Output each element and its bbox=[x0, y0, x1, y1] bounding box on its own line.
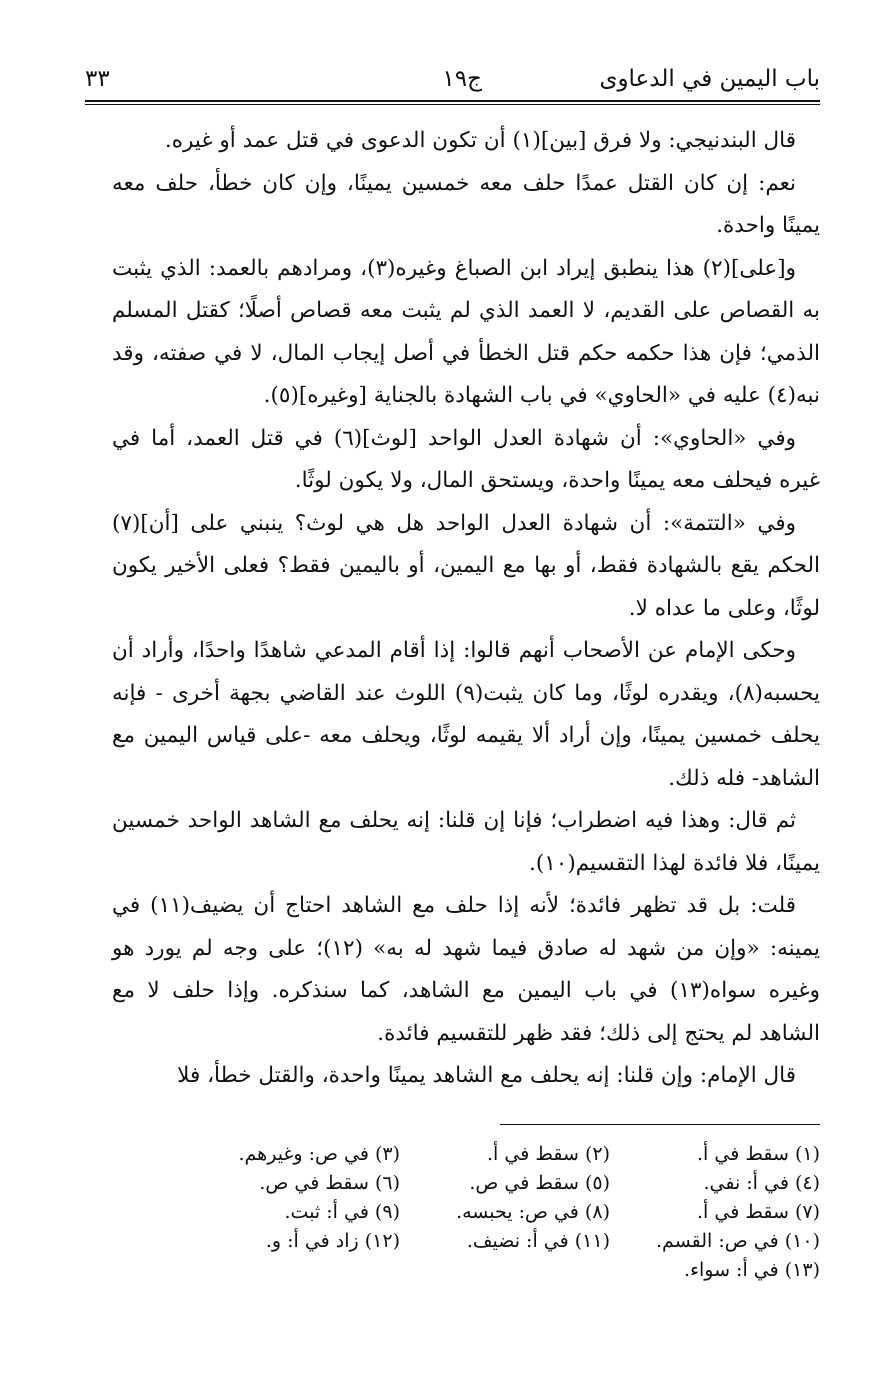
footnote: (١١) في أ: نضيف. bbox=[466, 1230, 610, 1252]
footnote-row bbox=[190, 1256, 820, 1285]
header-rule-thick bbox=[85, 100, 820, 102]
volume-label: ج١٩ bbox=[442, 66, 482, 92]
page-number: ٣٣ bbox=[85, 66, 110, 92]
footnote: (١) سقط في أ. bbox=[697, 1143, 820, 1165]
footnote: (٨) في ص: يحبسه. bbox=[456, 1201, 610, 1223]
paragraph: قلت: بل قد تظهر فائدة؛ لأنه إذا حلف مع الشاهد احتاج أن يضيف(١١) في يمينه: «وإن من شهد له صادق فيما شهد له به» (١٢)؛ على وجه لم يورد هو وغيره سواه(١٣) في باب اليمين مع الشاهد، كما سنذكره. وإذا حلف لا مع الشاهد لم يحتج إلى ذلك؛ فقد ظهر للتقسيم فائدة. bbox=[112, 893, 821, 1046]
footnote: (٦) سقط في ص. bbox=[259, 1172, 400, 1194]
paragraph: ثم قال: وهذا فيه اضطراب؛ فإنا إن قلنا: إنه يحلف مع الشاهد الواحد خمسين يمينًا، فلا فائدة لهذا التقسيم(١٠). bbox=[112, 808, 820, 876]
main-text bbox=[112, 120, 820, 1098]
footnote: (٢) سقط في أ. bbox=[487, 1143, 610, 1165]
paragraph: وحكى الإمام عن الأصحاب أنهم قالوا: إذا أقام المدعي شاهدًا واحدًا، وأراد أن يحسبه(٨)، ويقدره لوثًا، وما كان يثبت(٩) اللوث عند القاضي بجهة أخرى - فإنه يحلف خمسين يمينًا، وإن أراد ألا يقيمه لوثًا، ويحلف معه -على قياس اليمين مع الشاهد- فله ذلك. bbox=[112, 638, 820, 791]
chapter-title: باب اليمين في الدعاوى bbox=[599, 66, 820, 92]
header-rule-thin bbox=[85, 104, 820, 105]
paragraph: قال الإمام: وإن قلنا: إنه يحلف مع الشاهد يمينًا واحدة، والقتل خطأ، فلا bbox=[177, 1063, 796, 1088]
paragraph: قال البندنيجي: ولا فرق [بين](١) أن تكون الدعوى في قتل عمد أو غيره. bbox=[164, 128, 796, 153]
footnote: (٤) في أ: نفي. bbox=[703, 1172, 820, 1194]
footnote: (١٣) في أ: سواء. bbox=[684, 1259, 820, 1281]
paragraph: وفي «التتمة»: أن شهادة العدل الواحد هل هي لوث؟ ينبني على [أن](٧) الحكم يقع بالشهادة فقط، أو بها مع اليمين، أو باليمين فقط؟ فعلى الأخير يكون لوثًا، وعلى ما عداه لا. bbox=[112, 510, 820, 621]
footnote-row bbox=[190, 1227, 820, 1256]
paragraph: وفي «الحاوي»: أن شهادة العدل الواحد [لوث](٦) في قتل العمد، أما في غيره فيحلف معه يمينًا واحدة، ويستحق المال، ولا يكون لوثًا. bbox=[112, 425, 820, 493]
footnote-row bbox=[190, 1140, 820, 1169]
running-header bbox=[85, 58, 820, 102]
footnote-separator bbox=[500, 1124, 820, 1125]
footnote: (٩) في أ: ثبت. bbox=[284, 1201, 400, 1223]
footnote: (٥) سقط في ص. bbox=[469, 1172, 610, 1194]
footnote: (٣) في ص: وغيرهم. bbox=[238, 1143, 400, 1165]
footnotes bbox=[190, 1140, 820, 1285]
paragraph: و[على](٢) هذا ينطبق إيراد ابن الصباغ وغيره(٣)، ومرادهم بالعمد: الذي يثبت به القصاص على القديم، لا العمد الذي لم يثبت معه قصاص أصلًا؛ كقتل المسلم الذمي؛ فإن هذا حكمه حكم قتل الخطأ في أصل إيجاب المال، لا في صفته، وقد نبه(٤) عليه في «الحاوي» في باب الشهادة بالجناية [وغيره](٥). bbox=[112, 255, 820, 408]
footnote: (٧) سقط في أ. bbox=[697, 1201, 820, 1223]
footnote-row bbox=[190, 1198, 820, 1227]
footnote-row bbox=[190, 1169, 820, 1198]
paragraph: نعم: إن كان القتل عمدًا حلف معه خمسين يمينًا، وإن كان خطأ، حلف معه يمينًا واحدة. bbox=[112, 170, 820, 238]
footnote: (١٠) في ص: القسم. bbox=[656, 1230, 820, 1252]
footnote: (١٢) زاد في أ: و. bbox=[265, 1230, 400, 1252]
